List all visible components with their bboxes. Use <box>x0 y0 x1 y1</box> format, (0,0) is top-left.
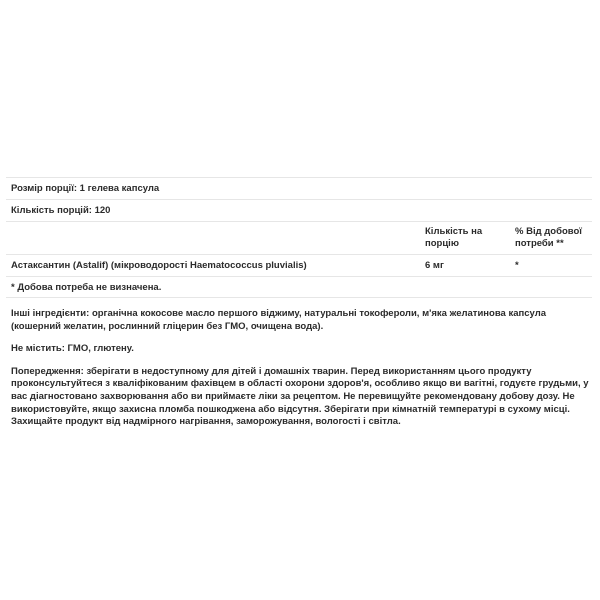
ingredient-name: Астаксантин (Astalif) (мікроводорості Haematococcus pluvialis) <box>11 260 307 271</box>
footnote-row <box>6 276 592 298</box>
header-amount-per-serving: Кількість на порцію <box>425 226 483 249</box>
ingredient-amount: 6 мг <box>425 259 444 271</box>
free-of: Не містить: ГМО, глютену. <box>11 343 134 355</box>
warnings: Попередження: зберігати в недоступному для дітей і домашніх тварин. Перед використанням цього продукту проконсультуйтеся з кваліфікованим фахівцем в області охорони здоров'я, особливо якщо ви вагітні, годуєте грудьми, у вас діагностовано захворювання або ви приймаєте ліки за рецептом. Не перевищуйте рекомендовану добову дозу. Не використовуйте, якщо захисна пломба пошкоджена або відсутня. Зберігати при кімнатній температурі в сухому місці. Захищайте продукт від надмірного нагрівання, заморожування, вологості і світла. <box>11 365 589 428</box>
serving-size-row <box>6 177 592 199</box>
other-ingredients: Інші інгредієнти: органічна кокосове масло першого віджиму, натуральні токофероли, м'яка желатинова капсула (кошерний желатин, рослинний гліцерин без ГМО, очищена вода). <box>11 308 547 332</box>
servings-per-container: Кількість порцій: 120 <box>11 205 111 216</box>
table-row <box>6 254 592 276</box>
product-notes <box>11 308 596 439</box>
table-header-row <box>6 221 592 254</box>
supplement-facts-table <box>6 177 592 298</box>
header-daily-value: % Від добової потреби ** <box>515 226 582 249</box>
servings-per-container-row <box>6 199 592 221</box>
footnote: * Добова потреба не визначена. <box>11 281 162 293</box>
ingredient-daily-value: * <box>515 259 519 271</box>
serving-size: Розмір порції: 1 гелева капсула <box>11 183 160 194</box>
